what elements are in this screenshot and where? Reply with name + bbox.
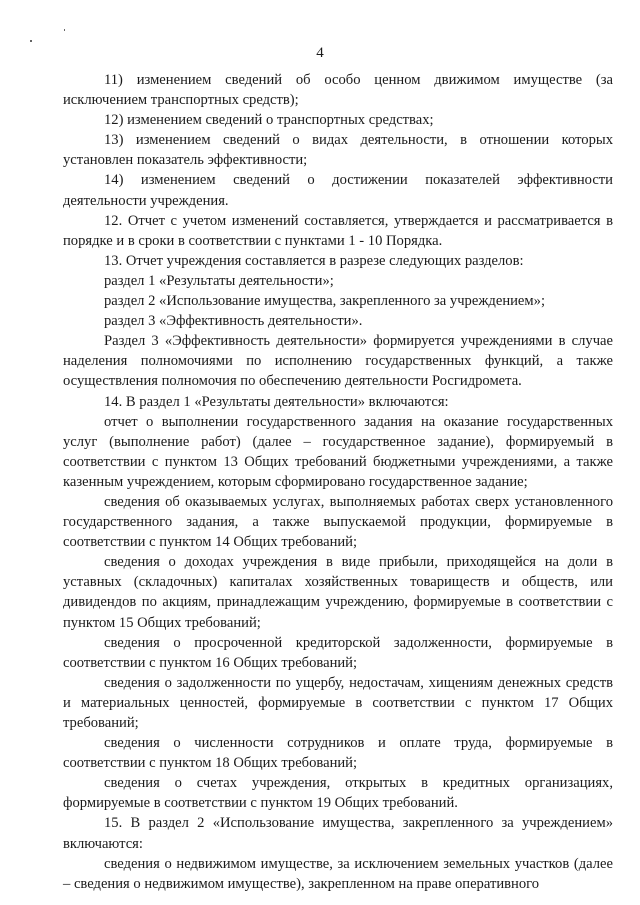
- paragraph-section-1: раздел 1 «Результаты деятельности»;: [104, 272, 334, 289]
- paragraph-item-11: 11) изменением сведений об особо ценном движимом имуществе (за исключением транспортных средств);: [63, 72, 613, 109]
- paragraph-damage-debt-info: сведения о задолженности по ущербу, недостачам, хищениям денежных средств и материальных ценностей, формируемые в соответствии с пунктом 17 Общих требований;: [63, 674, 613, 731]
- paragraph-clause-12: 12. Отчет с учетом изменений составляется, утверждается и рассматривается в порядке и в сроки в соответствии с пунктами 1 - 10 Порядка.: [63, 212, 613, 249]
- paragraph-accounts-info: сведения о счетах учреждения, открытых в кредитных организациях, формируемые в соответствии с пунктом 19 Общих требований.: [63, 775, 613, 812]
- paragraph-item-14: 14) изменением сведений о достижении показателей эффективности деятельности учреждения.: [63, 172, 613, 209]
- paragraph-staff-info: сведения о численности сотрудников и оплате труда, формируемые в соответствии с пунктом 18 Общих требований;: [63, 735, 613, 772]
- paragraph-clause-15: 15. В раздел 2 «Использование имущества, закрепленного за учреждением» включаются:: [63, 815, 613, 852]
- paragraph-real-estate-info: сведения о недвижимом имуществе, за исключением земельных участков (далее – сведения о недвижимом имуществе), закрепленном на праве оперативного: [63, 855, 613, 892]
- paragraph-clause-13: 13. Отчет учреждения составляется в разрезе следующих разделов:: [104, 252, 524, 269]
- document-body: [63, 70, 613, 894]
- paragraph-section-2: раздел 2 «Использование имущества, закрепленного за учреждением»;: [104, 293, 545, 310]
- paragraph-section-3: раздел 3 «Эффективность деятельности».: [104, 313, 363, 330]
- paragraph-item-12: 12) изменением сведений о транспортных средствах;: [104, 112, 434, 129]
- paragraph-overdue-debt-info: сведения о просроченной кредиторской задолженности, формируемые в соответствии с пунктом 16 Общих требований;: [63, 634, 613, 671]
- scan-speck: [30, 40, 32, 42]
- paragraph-services-info: сведения об оказываемых услугах, выполняемых работах сверх установленного государственного задания, а также выпускаемой продукции, формируемые в соответствии с пунктом 14 Общих требований;: [63, 493, 613, 551]
- scan-speck: [64, 29, 65, 31]
- paragraph-section-3-note: Раздел 3 «Эффективность деятельности» формируется учреждениями в случае наделения полномочиями по исполнению государственных функций, а также осуществления полномочия по обеспечению деятельности Росгидромета.: [63, 333, 613, 390]
- paragraph-state-task-report: отчет о выполнении государственного задания на оказание государственных услуг (выполнение работ) (далее – государственное задание), формируемый в соответствии с пунктом 13 Общих требований бюджетными учреждениями, а также казенным учреждением, которым сформировано государственное задание;: [63, 413, 613, 490]
- paragraph-income-info: сведения о доходах учреждения в виде прибыли, приходящейся на доли в уставных (складочных) капиталах хозяйственных товариществ и обществ, или дивидендов по акциям, принадлежащим учреждению, формируемые в соответствии с пунктом 15 Общих требований;: [63, 554, 613, 631]
- paragraph-clause-14: 14. В раздел 1 «Результаты деятельности» включаются:: [104, 393, 449, 410]
- page-number: 4: [316, 45, 324, 61]
- paragraph-item-13: 13) изменением сведений о видах деятельности, в отношении которых установлен показатель эффективности;: [63, 132, 613, 169]
